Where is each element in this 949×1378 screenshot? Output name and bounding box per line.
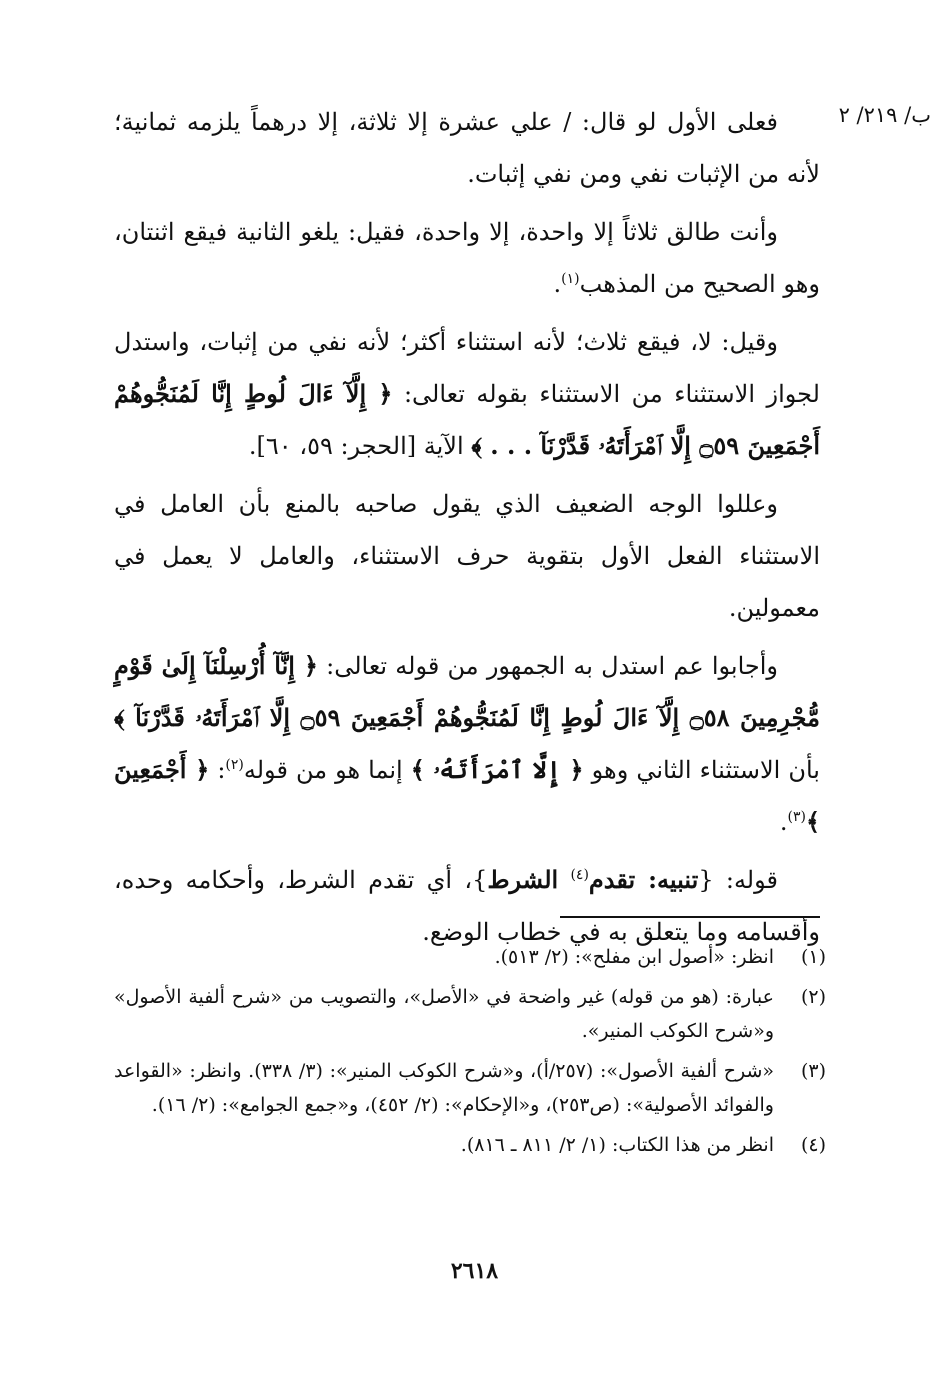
footnote-number: (٢) <box>800 986 826 1008</box>
footnote-ref-1: (١) <box>561 271 580 287</box>
footnote-separator <box>560 916 820 918</box>
footnote <box>114 940 826 974</box>
paragraph-5-colon: : <box>217 756 226 784</box>
paragraph-5-end: . <box>779 808 788 836</box>
heading-shart: الشرط <box>487 865 559 894</box>
footnote <box>114 1054 826 1122</box>
paragraph-3 <box>114 316 820 472</box>
footnote <box>114 980 826 1048</box>
paragraph-2-end: . <box>553 270 562 298</box>
paragraph-5-text: وأجابوا عم استدل به الجمهور من قوله تعالى: <box>326 652 778 680</box>
paragraph-6-rest: }، أي تقدم الشرط، وأحكامه وحده، وأقسامه وما يتعلق به في خطاب الوضع. <box>114 866 820 946</box>
paragraph-2 <box>114 206 820 310</box>
paragraph-6-text: قوله: { <box>698 866 778 894</box>
footnote <box>114 1128 826 1162</box>
footnote-ref-4: (٤) <box>570 867 589 883</box>
paragraph-5-text-3: إنما هو من قوله <box>243 756 403 784</box>
footnote-text: انظر: «أصول ابن مفلح»: (٢/ ٥١٣). <box>494 946 774 968</box>
footnote-number: (٤) <box>800 1134 826 1156</box>
heading-tanbih: تنبيه: تقدم <box>588 865 699 894</box>
footnote-text: «شرح ألفية الأصول»: (٢٥٧/أ)، و«شرح الكوكب المنير»: (٣/ ٣٣٨). وانظر: «القواعد والفوائد الأصولية»: (ص٢٥٣)، و«الإحكام»: (٢/ ٤٥٢)، و«جمع الجوامع»: (٢/ ١٦). <box>114 1060 774 1116</box>
footnote-ref-2: (٢) <box>225 757 244 773</box>
paragraph-3-text: وقيل: لا، فيقع ثلاث؛ لأنه استثناء أكثر؛ لأنه نفي من إثبات، واستدل لجواز الاستثناء من الاستثناء بقوله تعالى: <box>114 328 820 408</box>
main-text <box>114 96 820 964</box>
quran-verse-1: ﴿ إِلَّآ ءَالَ لُوطٍ إِنَّا لَمُنَجُّوهُمْ أَجْمَعِينَ ۝٥٩ إِلَّا ٱمْرَأَتَهُۥ قَدَّرْنَآ . . . ﴾ <box>114 379 820 460</box>
paragraph-1: فعلى الأول لو قال: / علي عشرة إلا ثلاثة، إلا درهماً يلزمه ثمانية؛ لأنه من الإثبات نفي ومن نفي إثبات. <box>114 108 820 188</box>
paragraph-5-text-2: بأن الاستثناء الثاني وهو <box>591 756 820 784</box>
footnote-ref-3: (٣) <box>787 809 806 825</box>
paragraph-2-text: وأنت طالق ثلاثاً إلا واحدة، إلا واحدة، فقيل: يلغو الثانية فيقع اثنتان، وهو الصحيح من المذهب <box>114 218 820 298</box>
footnote-number: (٣) <box>800 1060 826 1082</box>
quran-verse-2: ﴿ إِنَّآ أُرْسِلْنَآ إِلَىٰ قَوْمٍ مُّجْرِمِينَ ۝٥٨ إِلَّآ ءَالَ لُوطٍ إِنَّا لَمُنَجُّوهُمْ أَجْمَعِينَ ۝٥٩ إِلَّا ٱمْرَأَتَهُۥ قَدَّرْنَآ ﴾ <box>114 651 821 732</box>
footnote-text: انظر من هذا الكتاب: (١/ ٢/ ٨١١ ـ ٨١٦). <box>460 1134 774 1156</box>
paragraph-5 <box>114 640 820 848</box>
quran-verse-4: ﴿ أَجْمَعِينَ ﴾ <box>114 755 820 836</box>
paragraph-4: وعللوا الوجه الضعيف الذي يقول صاحبه بالمنع بأن العامل في الاستثناء الفعل الأول بتقوية حرف الاستثناء، والعامل لا يعمل في معمولين. <box>114 490 820 622</box>
footnote-number: (١) <box>800 946 826 968</box>
quran-verse-3: ﴿ إِلَّا ٱمْرَأَتَهُۥ ﴾ <box>410 755 584 784</box>
footnote-text: عبارة: (هو من قوله) غير واضحة في «الأصل»، والتصويب من «شرح ألفية الأصول» و«شرح الكوكب المنير». <box>114 986 774 1042</box>
paragraph-3-citation: الآية [الحجر: ٥٩، ٦٠]. <box>248 432 464 460</box>
footnotes <box>114 940 826 1168</box>
page-number: ٢٦١٨ <box>450 1258 499 1284</box>
margin-manuscript-reference: ب/ ٢١٩/ ٢ <box>838 103 931 127</box>
